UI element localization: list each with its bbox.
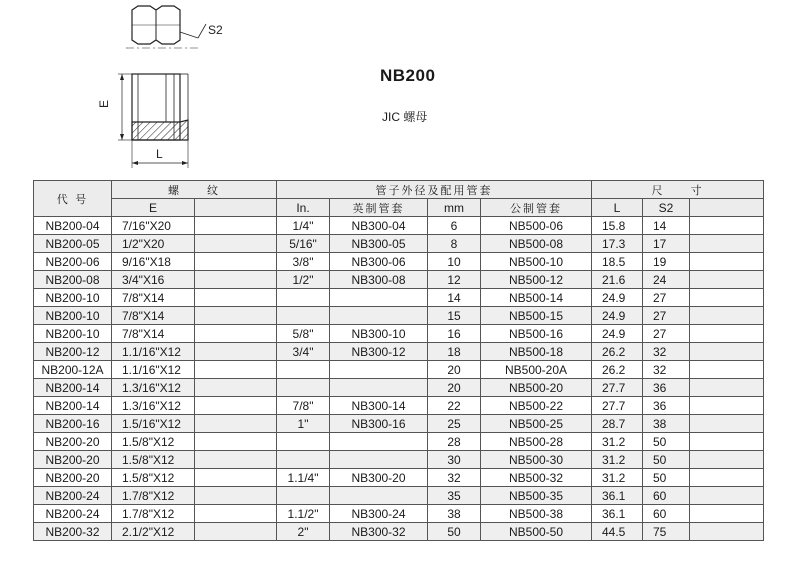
code-cell: NB200-08 <box>34 271 112 289</box>
table-row <box>34 325 764 343</box>
imperial-sleeve-cell: NB300-14 <box>330 397 428 415</box>
code-cell: NB200-16 <box>34 415 112 433</box>
blank-cell <box>690 433 764 451</box>
length-l-cell: 24.9 <box>592 325 643 343</box>
thread-e-cell: 1.5/16"X12 <box>112 415 195 433</box>
table-row <box>34 343 764 361</box>
tube-in-cell <box>277 307 330 325</box>
tube-mm-cell: 18 <box>428 343 481 361</box>
length-l-cell: 24.9 <box>592 307 643 325</box>
l-label: L <box>156 147 163 161</box>
metric-sleeve-cell: NB500-10 <box>481 253 592 271</box>
header-tube: 管子外径及配用管套 <box>277 181 592 199</box>
tube-mm-cell: 8 <box>428 235 481 253</box>
code-cell: NB200-32 <box>34 523 112 541</box>
blank-cell <box>690 235 764 253</box>
tube-mm-cell: 15 <box>428 307 481 325</box>
imperial-sleeve-cell <box>330 379 428 397</box>
blank-cell <box>195 451 277 469</box>
subheader-mm: mm <box>428 199 481 217</box>
hex-s2-cell: 50 <box>643 451 690 469</box>
length-l-cell: 36.1 <box>592 505 643 523</box>
table-row <box>34 487 764 505</box>
table-row <box>34 271 764 289</box>
code-cell: NB200-06 <box>34 253 112 271</box>
metric-sleeve-cell: NB500-06 <box>481 217 592 235</box>
thread-e-cell: 1.5/8"X12 <box>112 433 195 451</box>
tube-in-cell: 1/2" <box>277 271 330 289</box>
code-cell: NB200-24 <box>34 505 112 523</box>
hex-s2-cell: 60 <box>643 487 690 505</box>
length-l-cell: 27.7 <box>592 379 643 397</box>
imperial-sleeve-cell: NB300-06 <box>330 253 428 271</box>
tube-in-cell <box>277 451 330 469</box>
blank-cell <box>195 235 277 253</box>
tube-mm-cell: 22 <box>428 397 481 415</box>
table-row <box>34 289 764 307</box>
blank-cell <box>195 397 277 415</box>
product-subtitle: JIC 螺母 <box>382 110 428 124</box>
metric-sleeve-cell: NB500-15 <box>481 307 592 325</box>
table-row <box>34 451 764 469</box>
thread-e-cell: 1.5/8"X12 <box>112 469 195 487</box>
thread-e-cell: 3/4"X16 <box>112 271 195 289</box>
hex-s2-cell: 75 <box>643 523 690 541</box>
length-l-cell: 31.2 <box>592 451 643 469</box>
thread-e-cell: 7/8"X14 <box>112 307 195 325</box>
code-cell: NB200-10 <box>34 325 112 343</box>
blank-cell <box>195 487 277 505</box>
length-l-cell: 17.3 <box>592 235 643 253</box>
header-row-1 <box>34 181 764 199</box>
length-l-cell: 27.7 <box>592 397 643 415</box>
blank-cell <box>195 289 277 307</box>
blank-cell <box>690 505 764 523</box>
hex-s2-cell: 17 <box>643 235 690 253</box>
tube-mm-cell: 30 <box>428 451 481 469</box>
blank-cell <box>690 379 764 397</box>
tube-in-cell: 1.1/4" <box>277 469 330 487</box>
code-cell: NB200-20 <box>34 469 112 487</box>
blank-cell <box>690 325 764 343</box>
hex-s2-cell: 24 <box>643 271 690 289</box>
subheader-imperial-sleeve: 英制管套 <box>330 199 428 217</box>
metric-sleeve-cell: NB500-18 <box>481 343 592 361</box>
blank-cell <box>690 253 764 271</box>
hex-s2-cell: 27 <box>643 289 690 307</box>
table-row <box>34 523 764 541</box>
tube-in-cell <box>277 379 330 397</box>
code-cell: NB200-24 <box>34 487 112 505</box>
table-row <box>34 379 764 397</box>
blank-cell <box>690 469 764 487</box>
blank-cell <box>195 469 277 487</box>
metric-sleeve-cell: NB500-38 <box>481 505 592 523</box>
imperial-sleeve-cell: NB300-20 <box>330 469 428 487</box>
blank-cell <box>690 487 764 505</box>
blank-cell <box>690 415 764 433</box>
thread-e-cell: 1.1/16"X12 <box>112 361 195 379</box>
metric-sleeve-cell: NB500-32 <box>481 469 592 487</box>
metric-sleeve-cell: NB500-08 <box>481 235 592 253</box>
table-row <box>34 433 764 451</box>
blank-cell <box>690 343 764 361</box>
subheader-e: E <box>112 199 195 217</box>
length-l-cell: 31.2 <box>592 433 643 451</box>
length-l-cell: 31.2 <box>592 469 643 487</box>
code-cell: NB200-14 <box>34 397 112 415</box>
metric-sleeve-cell: NB500-16 <box>481 325 592 343</box>
imperial-sleeve-cell: NB300-16 <box>330 415 428 433</box>
imperial-sleeve-cell <box>330 451 428 469</box>
length-l-cell: 18.5 <box>592 253 643 271</box>
imperial-sleeve-cell: NB300-05 <box>330 235 428 253</box>
tube-in-cell: 5/16" <box>277 235 330 253</box>
blank-cell <box>690 307 764 325</box>
length-l-cell: 26.2 <box>592 343 643 361</box>
metric-sleeve-cell: NB500-35 <box>481 487 592 505</box>
thread-e-cell: 7/8"X14 <box>112 325 195 343</box>
tube-mm-cell: 16 <box>428 325 481 343</box>
spec-table <box>33 180 764 541</box>
tube-in-cell: 1.1/2" <box>277 505 330 523</box>
tube-mm-cell: 50 <box>428 523 481 541</box>
thread-e-cell: 1.5/8"X12 <box>112 451 195 469</box>
tube-in-cell: 1/4" <box>277 217 330 235</box>
blank-cell <box>195 523 277 541</box>
tube-in-cell <box>277 433 330 451</box>
product-title: NB200 <box>380 66 436 85</box>
metric-sleeve-cell: NB500-20 <box>481 379 592 397</box>
imperial-sleeve-cell <box>330 361 428 379</box>
hex-s2-cell: 27 <box>643 307 690 325</box>
blank-cell <box>195 217 277 235</box>
table-body <box>34 217 764 541</box>
metric-sleeve-cell: NB500-14 <box>481 289 592 307</box>
thread-e-cell: 1.1/16"X12 <box>112 343 195 361</box>
tube-mm-cell: 25 <box>428 415 481 433</box>
table-row <box>34 307 764 325</box>
header-code: 代 号 <box>34 181 112 217</box>
length-l-cell: 44.5 <box>592 523 643 541</box>
thread-e-cell: 1/2"X20 <box>112 235 195 253</box>
table-row <box>34 217 764 235</box>
thread-e-cell: 1.3/16"X12 <box>112 397 195 415</box>
tube-in-cell: 3/4" <box>277 343 330 361</box>
length-l-cell: 26.2 <box>592 361 643 379</box>
code-cell: NB200-12 <box>34 343 112 361</box>
hex-s2-cell: 32 <box>643 343 690 361</box>
thread-e-cell: 1.3/16"X12 <box>112 379 195 397</box>
thread-e-cell: 1.7/8"X12 <box>112 487 195 505</box>
metric-sleeve-cell: NB500-12 <box>481 271 592 289</box>
code-cell: NB200-10 <box>34 289 112 307</box>
metric-sleeve-cell: NB500-20A <box>481 361 592 379</box>
blank-cell <box>195 307 277 325</box>
metric-sleeve-cell: NB500-30 <box>481 451 592 469</box>
e-label: E <box>97 99 111 108</box>
hex-s2-cell: 19 <box>643 253 690 271</box>
hex-s2-cell: 36 <box>643 379 690 397</box>
blank-cell <box>195 505 277 523</box>
hex-s2-cell: 38 <box>643 415 690 433</box>
tube-in-cell: 7/8" <box>277 397 330 415</box>
tube-in-cell <box>277 487 330 505</box>
blank-cell <box>690 361 764 379</box>
hex-s2-cell: 32 <box>643 361 690 379</box>
tube-in-cell: 5/8" <box>277 325 330 343</box>
thread-e-cell: 7/16"X20 <box>112 217 195 235</box>
imperial-sleeve-cell: NB300-12 <box>330 343 428 361</box>
header-thread: 螺 纹 <box>112 181 277 199</box>
length-l-cell: 21.6 <box>592 271 643 289</box>
table-row <box>34 235 764 253</box>
tube-mm-cell: 20 <box>428 361 481 379</box>
tube-in-cell: 1" <box>277 415 330 433</box>
subheader-metric-sleeve: 公制管套 <box>481 199 592 217</box>
code-cell: NB200-10 <box>34 307 112 325</box>
imperial-sleeve-cell <box>330 307 428 325</box>
tube-mm-cell: 20 <box>428 379 481 397</box>
subheader-l: L <box>592 199 643 217</box>
imperial-sleeve-cell: NB300-24 <box>330 505 428 523</box>
tube-mm-cell: 32 <box>428 469 481 487</box>
table-row <box>34 397 764 415</box>
length-l-cell: 28.7 <box>592 415 643 433</box>
header-row-2 <box>34 199 764 217</box>
code-cell: NB200-20 <box>34 451 112 469</box>
imperial-sleeve-cell <box>330 487 428 505</box>
metric-sleeve-cell: NB500-22 <box>481 397 592 415</box>
header-size: 尺 寸 <box>592 181 764 199</box>
code-cell: NB200-04 <box>34 217 112 235</box>
tube-in-cell: 3/8" <box>277 253 330 271</box>
s2-label: S2 <box>208 23 223 37</box>
code-cell: NB200-20 <box>34 433 112 451</box>
tube-mm-cell: 38 <box>428 505 481 523</box>
tube-mm-cell: 35 <box>428 487 481 505</box>
thread-e-cell: 1.7/8"X12 <box>112 505 195 523</box>
blank-cell <box>195 361 277 379</box>
subheader-in: In. <box>277 199 330 217</box>
blank-cell <box>195 271 277 289</box>
code-cell: NB200-14 <box>34 379 112 397</box>
table-row <box>34 469 764 487</box>
thread-e-cell: 9/16"X18 <box>112 253 195 271</box>
blank-cell <box>690 217 764 235</box>
imperial-sleeve-cell: NB300-10 <box>330 325 428 343</box>
subheader-blank <box>195 199 277 217</box>
hex-s2-cell: 27 <box>643 325 690 343</box>
subheader-blank <box>690 199 764 217</box>
imperial-sleeve-cell: NB300-32 <box>330 523 428 541</box>
blank-cell <box>690 289 764 307</box>
blank-cell <box>690 271 764 289</box>
blank-cell <box>195 433 277 451</box>
table-row <box>34 505 764 523</box>
imperial-sleeve-cell <box>330 289 428 307</box>
length-l-cell: 24.9 <box>592 289 643 307</box>
imperial-sleeve-cell <box>330 433 428 451</box>
tube-mm-cell: 6 <box>428 217 481 235</box>
blank-cell <box>195 379 277 397</box>
table-row <box>34 253 764 271</box>
blank-cell <box>195 325 277 343</box>
blank-cell <box>690 523 764 541</box>
tube-in-cell <box>277 361 330 379</box>
hex-s2-cell: 50 <box>643 469 690 487</box>
tube-mm-cell: 28 <box>428 433 481 451</box>
code-cell: NB200-05 <box>34 235 112 253</box>
nut-technical-drawing <box>88 0 248 172</box>
hex-s2-cell: 50 <box>643 433 690 451</box>
tube-mm-cell: 14 <box>428 289 481 307</box>
metric-sleeve-cell: NB500-25 <box>481 415 592 433</box>
blank-cell <box>195 415 277 433</box>
metric-sleeve-cell: NB500-28 <box>481 433 592 451</box>
tube-in-cell: 2" <box>277 523 330 541</box>
hex-s2-cell: 14 <box>643 217 690 235</box>
blank-cell <box>690 397 764 415</box>
tube-in-cell <box>277 289 330 307</box>
table-row <box>34 415 764 433</box>
hex-s2-cell: 60 <box>643 505 690 523</box>
hex-s2-cell: 36 <box>643 397 690 415</box>
tube-mm-cell: 10 <box>428 253 481 271</box>
blank-cell <box>690 451 764 469</box>
subheader-s2: S2 <box>643 199 690 217</box>
blank-cell <box>195 253 277 271</box>
metric-sleeve-cell: NB500-50 <box>481 523 592 541</box>
length-l-cell: 36.1 <box>592 487 643 505</box>
code-cell: NB200-12A <box>34 361 112 379</box>
blank-cell <box>195 343 277 361</box>
imperial-sleeve-cell: NB300-04 <box>330 217 428 235</box>
thread-e-cell: 2.1/2"X12 <box>112 523 195 541</box>
tube-mm-cell: 12 <box>428 271 481 289</box>
thread-e-cell: 7/8"X14 <box>112 289 195 307</box>
imperial-sleeve-cell: NB300-08 <box>330 271 428 289</box>
table-row <box>34 361 764 379</box>
length-l-cell: 15.8 <box>592 217 643 235</box>
